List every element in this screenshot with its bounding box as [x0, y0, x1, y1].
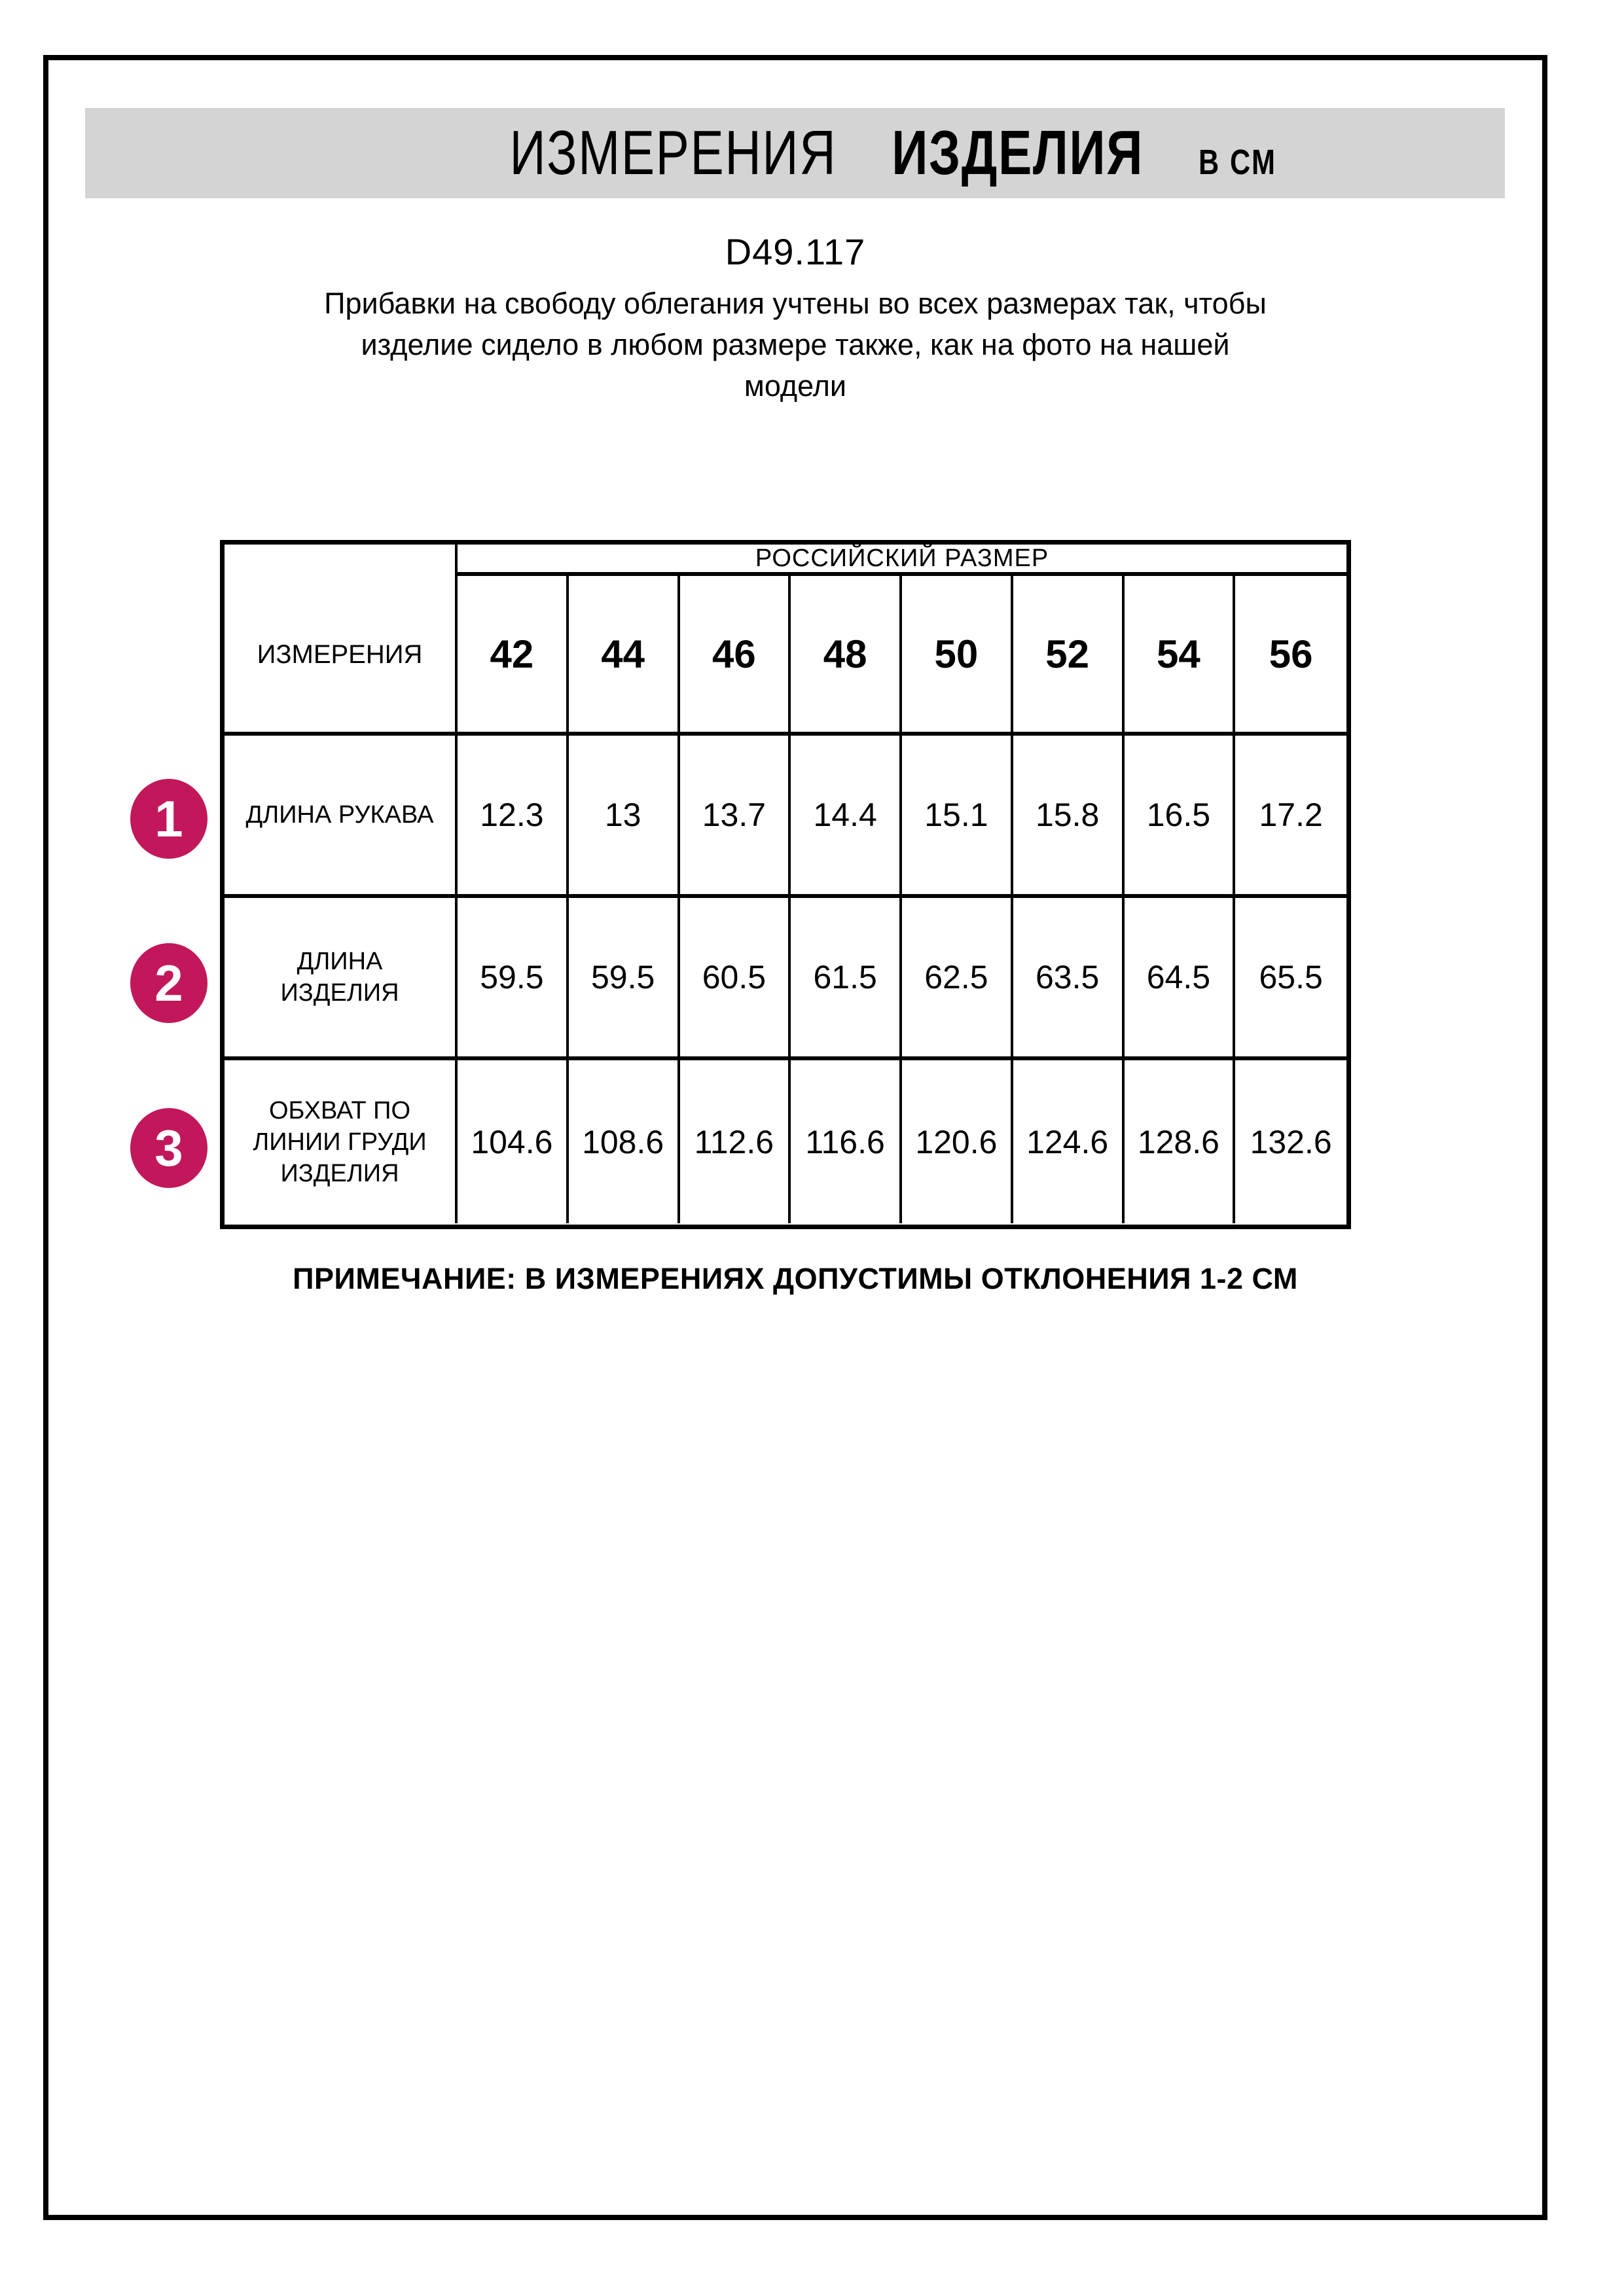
row-label-product-length: [225, 898, 458, 1060]
row-label-line: ЛИНИИ ГРУДИ: [253, 1128, 427, 1156]
size-column-header: 44: [569, 576, 680, 736]
intro-paragraph: [43, 283, 1547, 406]
measure-point-badge-2: 2: [130, 943, 208, 1023]
measure-point-badge-3: 3: [130, 1108, 208, 1188]
table-value: 17.2: [1235, 736, 1346, 898]
table-value: 65.5: [1235, 898, 1346, 1060]
table-corner-label: ИЗМЕРЕНИЯ: [225, 545, 458, 736]
size-column-header: 56: [1235, 576, 1346, 736]
size-column-header: 52: [1013, 576, 1125, 736]
table-value: 108.6: [569, 1060, 680, 1223]
size-column-header: 54: [1125, 576, 1236, 736]
table-value: 59.5: [569, 898, 680, 1060]
size-column-header: 46: [680, 576, 791, 736]
row-label-chest-girth: [225, 1060, 458, 1223]
table-value: 124.6: [1013, 1060, 1125, 1223]
table-value: 64.5: [1125, 898, 1236, 1060]
intro-line-1: Прибавки на свободу облегания учтены во всех размерах так, чтобы: [324, 287, 1267, 320]
table-value: 128.6: [1125, 1060, 1236, 1223]
size-column-header: 50: [902, 576, 1013, 736]
table-value: 15.1: [902, 736, 1013, 898]
title-row: [510, 117, 1277, 189]
row-label-line: ИЗДЕЛИЯ: [280, 979, 399, 1007]
table-value: 104.6: [458, 1060, 569, 1223]
tolerance-note: ПРИМЕЧАНИЕ: В ИЗМЕРЕНИЯХ ДОПУСТИМЫ ОТКЛОНЕНИЯ 1-2 СМ: [293, 1262, 1298, 1295]
table-value: 14.4: [791, 736, 902, 898]
table-group-header: РОССИЙСКИЙ РАЗМЕР: [458, 545, 1346, 576]
size-column-header: 48: [791, 576, 902, 736]
title-word-measurements: ИЗМЕРЕНИЯ: [509, 118, 837, 188]
title-bar: [85, 108, 1505, 198]
table-value: 112.6: [680, 1060, 791, 1223]
table-value: 13.7: [680, 736, 791, 898]
row-label-line: ИЗДЕЛИЯ: [280, 1159, 399, 1187]
table-value: 13: [569, 736, 680, 898]
row-label-line: ДЛИНА: [297, 948, 383, 975]
table-value: 63.5: [1013, 898, 1125, 1060]
article-code: D49.117: [725, 231, 866, 272]
intro-line-2: изделие сидело в любом размере также, как на фото на нашей: [361, 328, 1230, 361]
measure-point-badge-1: 1: [130, 779, 208, 859]
table-value: 59.5: [458, 898, 569, 1060]
table-value: 120.6: [902, 1060, 1013, 1223]
table-value: 16.5: [1125, 736, 1236, 898]
table-value: 61.5: [791, 898, 902, 1060]
intro-line-3: модели: [744, 369, 847, 403]
row-label-line: ДЛИНА РУКАВА: [245, 801, 434, 829]
table-value: 60.5: [680, 898, 791, 1060]
table-value: 62.5: [902, 898, 1013, 1060]
row-label-line: ОБХВАТ ПО: [268, 1096, 411, 1124]
size-column-header: 42: [458, 576, 569, 736]
size-table: [220, 540, 1351, 1229]
table-value: 15.8: [1013, 736, 1125, 898]
title-unit-cm: В СМ: [1199, 143, 1277, 182]
row-label-sleeve-length: [225, 736, 458, 898]
table-value: 116.6: [791, 1060, 902, 1223]
table-value: 132.6: [1250, 1123, 1332, 1160]
table-value: 12.3: [458, 736, 569, 898]
title-word-product: ИЗДЕЛИЯ: [892, 118, 1144, 188]
